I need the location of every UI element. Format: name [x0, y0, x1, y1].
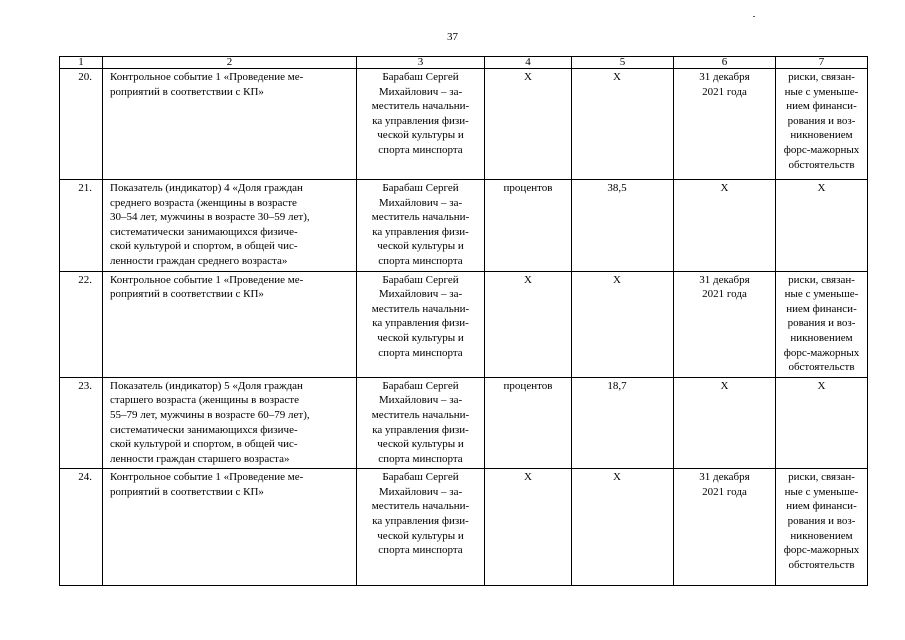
table-row	[60, 469, 868, 586]
plan-table	[59, 56, 868, 586]
responsible-executor-line: ческой культуры и	[377, 240, 464, 253]
responsible-executor-line: Михайлович – за-	[378, 288, 463, 301]
risks-text-cell	[776, 271, 868, 377]
event-name-line: ленности граждан старшего возраста»	[110, 452, 290, 465]
unit-of-measure-line: процентов	[503, 379, 553, 392]
event-name-cell	[103, 180, 357, 272]
risks-text-line: нием финанси-	[786, 302, 857, 315]
column-number: 4	[485, 57, 572, 69]
event-name-line: среднего возраста (женщины в возрасте	[110, 196, 297, 209]
column-number: 6	[674, 57, 776, 69]
event-name-line: ской культурой и спортом, в общей чис-	[110, 240, 298, 253]
event-name-line: систематически занимающихся физиче-	[110, 423, 298, 436]
responsible-executor-cell	[357, 69, 485, 180]
deadline-date-cell	[674, 69, 776, 180]
target-value-line: Х	[613, 71, 621, 83]
table-row	[60, 180, 868, 272]
event-name-cell	[103, 469, 357, 586]
responsible-executor-line: Михайлович – за-	[378, 394, 463, 407]
risks-text-line: нием финанси-	[786, 100, 857, 113]
risks-text-line: риски, связан-	[788, 71, 855, 83]
deadline-date-line: 2021 года	[702, 85, 747, 98]
risks-text-line: риски, связан-	[788, 273, 855, 286]
risks-text-line: форс-мажорных	[783, 544, 860, 557]
target-value-line: 38,5	[607, 182, 627, 194]
responsible-executor-line: спорта минспорта	[378, 452, 463, 465]
risks-text-cell	[776, 69, 868, 180]
event-name-cell	[103, 69, 357, 180]
target-value-line: Х	[613, 273, 621, 286]
responsible-executor-line: Барабаш Сергей	[382, 273, 459, 286]
risks-text-line: рования и воз-	[787, 114, 856, 127]
responsible-executor-line: спорта минспорта	[378, 143, 463, 156]
event-name-line: роприятий в соответствии с КП»	[110, 485, 264, 498]
row-number-cell: 24.	[60, 469, 103, 586]
responsible-executor-line: меститель начальни-	[371, 100, 470, 113]
risks-text-line: ные с уменьше-	[784, 288, 859, 301]
target-value-line: 18,7	[607, 379, 627, 392]
risks-text-line: форс-мажорных	[783, 346, 860, 359]
risks-text-line: никновением	[790, 529, 853, 542]
responsible-executor-line: ческой культуры и	[377, 529, 464, 542]
row-number-cell: 22.	[60, 271, 103, 377]
target-value-cell	[572, 69, 674, 180]
responsible-executor-line: Барабаш Сергей	[382, 182, 459, 194]
risks-text-cell	[776, 469, 868, 586]
risks-text-line: обстоятельств	[788, 158, 855, 171]
responsible-executor-line: меститель начальни-	[371, 302, 470, 315]
deadline-date-line: 2021 года	[702, 485, 747, 498]
deadline-date-line: 31 декабря	[699, 273, 750, 286]
scan-speck	[753, 16, 755, 17]
target-value-line: Х	[613, 471, 621, 484]
responsible-executor-line: ка управления физи-	[372, 423, 469, 436]
unit-of-measure-cell	[485, 469, 572, 586]
responsible-executor-line: меститель начальни-	[371, 211, 470, 224]
unit-of-measure-line: Х	[524, 471, 532, 484]
responsible-executor-line: Барабаш Сергей	[382, 71, 459, 83]
unit-of-measure-cell	[485, 180, 572, 272]
unit-of-measure-line: Х	[524, 273, 532, 286]
column-number-row	[60, 57, 868, 69]
responsible-executor-line: меститель начальни-	[371, 500, 470, 513]
unit-of-measure-cell	[485, 69, 572, 180]
responsible-executor-line: Михайлович – за-	[378, 196, 463, 209]
risks-text-line: форс-мажорных	[783, 143, 860, 156]
risks-text-line: нием финанси-	[786, 500, 857, 513]
responsible-executor-line: ка управления физи-	[372, 114, 469, 127]
event-name-line: 30–54 лет, мужчины в возрасте 30–59 лет),	[110, 211, 310, 224]
risks-text-line: ные с уменьше-	[784, 485, 859, 498]
column-number: 1	[60, 57, 103, 69]
deadline-date-cell	[674, 180, 776, 272]
risks-text-cell	[776, 180, 868, 272]
row-number-cell: 23.	[60, 377, 103, 469]
event-name-line: роприятий в соответствии с КП»	[110, 288, 264, 301]
risks-text-cell	[776, 377, 868, 469]
responsible-executor-cell	[357, 469, 485, 586]
deadline-date-cell	[674, 271, 776, 377]
risks-text-line: обстоятельств	[788, 558, 855, 571]
responsible-executor-line: Михайлович – за-	[378, 85, 463, 98]
responsible-executor-line: спорта минспорта	[378, 544, 463, 557]
target-value-cell	[572, 469, 674, 586]
responsible-executor-line: ческой культуры и	[377, 129, 464, 142]
deadline-date-line: 31 декабря	[699, 71, 750, 83]
unit-of-measure-line: Х	[524, 71, 532, 83]
event-name-line: Контрольное событие 1 «Проведение ме-	[110, 471, 304, 484]
risks-text-line: риски, связан-	[788, 471, 855, 484]
responsible-executor-line: Барабаш Сергей	[382, 379, 459, 392]
responsible-executor-cell	[357, 271, 485, 377]
responsible-executor-line: ческой культуры и	[377, 438, 464, 451]
column-number: 5	[572, 57, 674, 69]
row-number-cell: 20.	[60, 69, 103, 180]
responsible-executor-line: спорта минспорта	[378, 346, 463, 359]
event-name-line: Показатель (индикатор) 5 «Доля граждан	[110, 379, 303, 392]
risks-text-line: ные с уменьше-	[784, 85, 859, 98]
target-value-cell	[572, 377, 674, 469]
table-row	[60, 271, 868, 377]
event-name-cell	[103, 377, 357, 469]
column-number: 3	[357, 57, 485, 69]
event-name-line: ской культурой и спортом, в общей чис-	[110, 438, 298, 451]
responsible-executor-line: ка управления физи-	[372, 317, 469, 330]
responsible-executor-line: Михайлович – за-	[378, 485, 463, 498]
event-name-line: Показатель (индикатор) 4 «Доля граждан	[110, 182, 303, 194]
risks-text-line: рования и воз-	[787, 317, 856, 330]
deadline-date-cell	[674, 377, 776, 469]
risks-text-line: рования и воз-	[787, 515, 856, 528]
target-value-cell	[572, 180, 674, 272]
responsible-executor-line: ческой культуры и	[377, 331, 464, 344]
risks-text-line: никновением	[790, 331, 853, 344]
unit-of-measure-cell	[485, 377, 572, 469]
responsible-executor-line: ка управления физи-	[372, 515, 469, 528]
risks-text-line: Х	[817, 182, 826, 194]
unit-of-measure-cell	[485, 271, 572, 377]
event-name-line: 55–79 лет, мужчины в возрасте 60–79 лет),	[110, 408, 310, 421]
event-name-line: старшего возраста (женщины в возрасте	[110, 394, 299, 407]
event-name-line: Контрольное событие 1 «Проведение ме-	[110, 273, 304, 286]
table-row	[60, 377, 868, 469]
responsible-executor-line: Барабаш Сергей	[382, 471, 459, 484]
deadline-date-line: Х	[720, 379, 729, 392]
row-number-cell: 21.	[60, 180, 103, 272]
responsible-executor-cell	[357, 377, 485, 469]
unit-of-measure-line: процентов	[503, 182, 553, 194]
risks-text-line: никновением	[790, 129, 853, 142]
event-name-line: роприятий в соответствии с КП»	[110, 85, 264, 98]
risks-text-line: обстоятельств	[788, 361, 855, 374]
risks-text-line: Х	[817, 379, 826, 392]
responsible-executor-line: ка управления физи-	[372, 225, 469, 238]
responsible-executor-line: меститель начальни-	[371, 408, 470, 421]
deadline-date-line: Х	[720, 182, 729, 194]
deadline-date-line: 2021 года	[702, 288, 747, 301]
responsible-executor-line: спорта минспорта	[378, 254, 463, 267]
table-row	[60, 69, 868, 180]
deadline-date-line: 31 декабря	[699, 471, 750, 484]
deadline-date-cell	[674, 469, 776, 586]
event-name-cell	[103, 271, 357, 377]
responsible-executor-cell	[357, 180, 485, 272]
event-name-line: систематически занимающихся физиче-	[110, 225, 298, 238]
page-number: 37	[447, 31, 458, 43]
target-value-cell	[572, 271, 674, 377]
event-name-line: Контрольное событие 1 «Проведение ме-	[110, 71, 304, 83]
column-number: 2	[103, 57, 357, 69]
event-name-line: ленности граждан среднего возраста»	[110, 254, 288, 267]
column-number: 7	[776, 57, 868, 69]
